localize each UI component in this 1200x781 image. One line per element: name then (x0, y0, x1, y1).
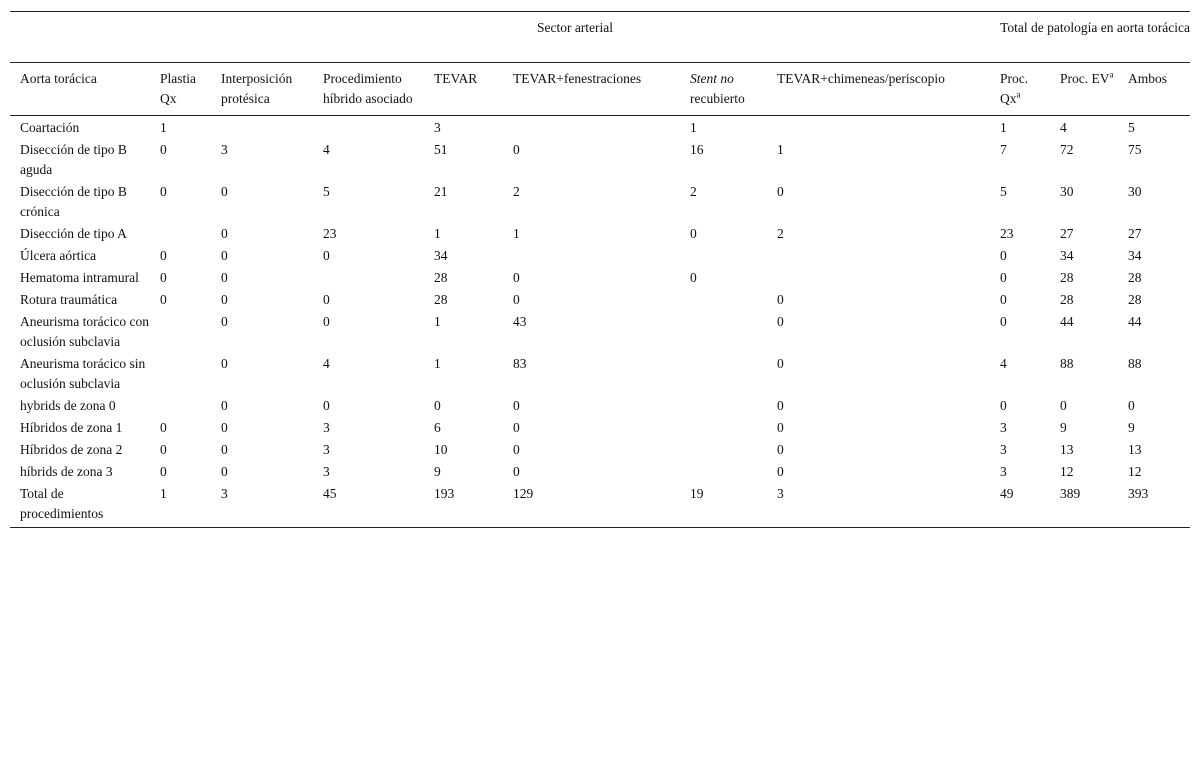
table-cell: 49 (990, 482, 1050, 528)
table-cell: 1 (434, 356, 441, 371)
table-row (10, 310, 1190, 352)
table-cell: 0 (434, 398, 441, 413)
table-cell: 0 (513, 464, 520, 479)
table-cell: 1 (434, 226, 441, 241)
table-cell: 2 (777, 226, 784, 241)
table-cell: 0 (777, 184, 784, 199)
table-row (10, 352, 1190, 394)
table-cell: 0 (221, 292, 228, 307)
table-row (10, 438, 1190, 460)
table-row (10, 416, 1190, 438)
table-cell: 45 (313, 482, 424, 528)
table-cell (211, 116, 313, 139)
table-cell: 0 (777, 314, 784, 329)
table-cell (680, 416, 767, 438)
col-header-hibrido: Procedimiento híbrido asociado (313, 63, 424, 116)
table-cell: 28 (1060, 292, 1074, 307)
table-cell: 129 (503, 482, 680, 528)
row-label-cell: Rotura traumática (20, 292, 118, 307)
table-cell: 30 (1128, 184, 1142, 199)
table-cell: 27 (1060, 226, 1074, 241)
table-cell: 0 (1060, 398, 1067, 413)
table-row (10, 288, 1190, 310)
table-cell: 88 (1060, 356, 1074, 371)
table-cell (150, 310, 211, 352)
table-cell: 5 (1000, 184, 1007, 199)
table-cell: 4 (323, 356, 330, 371)
table-cell (313, 266, 424, 288)
table-cell: 28 (1128, 270, 1142, 285)
table-cell: 3 (323, 442, 330, 457)
procedures-table (10, 11, 1190, 528)
table-row (10, 222, 1190, 244)
table-cell: 0 (1000, 248, 1007, 263)
table-cell: 389 (1050, 482, 1118, 528)
table-cell: 0 (777, 442, 784, 457)
table-cell (313, 116, 424, 139)
table-cell: 0 (1000, 270, 1007, 285)
table-cell: 0 (777, 420, 784, 435)
table-cell: 0 (513, 270, 520, 285)
col-header-stent-italic: Stent no (690, 71, 734, 86)
row-label-cell: hybrids de zona 0 (20, 398, 116, 413)
table-cell: 13 (1060, 442, 1074, 457)
table-cell (680, 352, 767, 394)
table-cell: 1 (1000, 120, 1007, 135)
col-header-stent-rest: recubierto (690, 91, 745, 106)
table-cell: 0 (221, 270, 228, 285)
table-cell: 4 (323, 142, 330, 157)
table-cell: 23 (323, 226, 337, 241)
table-cell (767, 116, 990, 139)
table-cell: 0 (513, 442, 520, 457)
table-cell: 28 (1128, 292, 1142, 307)
table-cell: 0 (221, 420, 228, 435)
table-cell (503, 116, 680, 139)
table-cell: 28 (1060, 270, 1074, 285)
table-cell: 0 (221, 314, 228, 329)
row-label-cell: Hematoma intramural (20, 270, 139, 285)
table-cell: 9 (434, 464, 441, 479)
table-row (10, 460, 1190, 482)
col-header-interposicion: Interposición protésica (211, 63, 313, 116)
table-cell: 0 (323, 314, 330, 329)
col-header-stent (680, 63, 767, 116)
table-cell: 13 (1128, 442, 1142, 457)
table-row (10, 244, 1190, 266)
table-cell: 1 (690, 120, 697, 135)
table-cell: 0 (777, 292, 784, 307)
table-cell: 3 (221, 142, 228, 157)
row-label-cell: híbrids de zona 3 (20, 464, 113, 479)
table-cell: 0 (323, 292, 330, 307)
table-cell: 34 (1128, 248, 1142, 263)
table-cell: 30 (1060, 184, 1074, 199)
table-cell: 2 (690, 184, 697, 199)
table-cell: 7 (1000, 142, 1007, 157)
table-cell: 9 (1060, 420, 1067, 435)
table-row (10, 482, 1190, 528)
row-label-cell: Coartación (20, 120, 80, 135)
table-cell: 27 (1128, 226, 1142, 241)
table-cell (680, 394, 767, 416)
col-header-ambos: Ambos (1118, 63, 1190, 116)
table-cell: 0 (221, 442, 228, 457)
table-cell: 0 (221, 248, 228, 263)
row-label-cell: Úlcera aórtica (20, 248, 97, 263)
group-header-sector: Sector arterial (150, 12, 990, 63)
row-label-cell: Disección de tipo B aguda (20, 142, 127, 177)
table-cell: 4 (1060, 120, 1067, 135)
table-cell (767, 244, 990, 266)
table-cell (150, 394, 211, 416)
table-cell: 5 (1128, 120, 1135, 135)
table-cell: 1 (150, 482, 211, 528)
table-cell: 5 (323, 184, 330, 199)
table-cell: 16 (690, 142, 704, 157)
row-label-cell: Aneurisma torácico con oclusión subclavia (20, 314, 149, 349)
table-cell (680, 310, 767, 352)
table-cell: 3 (323, 420, 330, 435)
table-cell: 4 (1000, 356, 1007, 371)
table-row (10, 116, 1190, 139)
table-row (10, 180, 1190, 222)
table-cell: 0 (690, 270, 697, 285)
table-row (10, 394, 1190, 416)
table-cell: 0 (221, 398, 228, 413)
table-cell: 0 (1000, 292, 1007, 307)
table-cell: 9 (1128, 420, 1135, 435)
table-cell: 0 (323, 398, 330, 413)
table-cell: 0 (1000, 398, 1007, 413)
col-header-proc-qx: Proc. Qx$^a$ (990, 63, 1050, 116)
table-cell: 0 (513, 420, 520, 435)
table-cell: 12 (1060, 464, 1074, 479)
table-cell: 3 (767, 482, 990, 528)
table-cell: 0 (323, 248, 330, 263)
table-cell: 0 (160, 464, 167, 479)
table-cell: 6 (434, 420, 441, 435)
table-cell: 0 (160, 142, 167, 157)
table-cell: 193 (424, 482, 503, 528)
table-cell: 393 (1118, 482, 1190, 528)
group-header-empty (10, 12, 150, 63)
table-cell: 0 (777, 356, 784, 371)
table-cell: 10 (434, 442, 448, 457)
table-cell: 72 (1060, 142, 1074, 157)
table-cell: 0 (221, 184, 228, 199)
table-cell: 1 (513, 226, 520, 241)
table-cell: 1 (777, 142, 784, 157)
table-cell: 0 (513, 398, 520, 413)
table-cell: 0 (160, 292, 167, 307)
table-body (10, 116, 1190, 528)
table-cell: 2 (513, 184, 520, 199)
table-cell (767, 266, 990, 288)
table-cell: 0 (160, 184, 167, 199)
table-row (10, 266, 1190, 288)
col-header-chimeneas: TEVAR+chimeneas/periscopio (767, 63, 990, 116)
table-cell: 51 (434, 142, 448, 157)
table-cell: 0 (221, 464, 228, 479)
row-label-cell: Total de procedimientos (10, 482, 150, 528)
footnote-marker: a (1016, 89, 1021, 100)
table-cell (680, 244, 767, 266)
table-cell: 21 (434, 184, 448, 199)
table-cell: 88 (1128, 356, 1142, 371)
table-cell: 0 (160, 442, 167, 457)
table-cell: 1 (434, 314, 441, 329)
table-cell: 3 (323, 464, 330, 479)
table-cell: 34 (434, 248, 448, 263)
table-cell: 3 (434, 120, 441, 135)
table-cell: 0 (777, 464, 784, 479)
col-header-tevar: TEVAR (424, 63, 503, 116)
row-label-cell: Disección de tipo A (20, 226, 127, 241)
group-header-row (10, 12, 1190, 63)
table-cell: 0 (777, 398, 784, 413)
table-cell: 0 (160, 248, 167, 263)
col-header-proc-ev: Proc. $EV^a$ (1050, 63, 1118, 116)
table-row (10, 138, 1190, 180)
table-cell (150, 222, 211, 244)
table-cell: 1 (160, 120, 167, 135)
table-cell: 0 (160, 270, 167, 285)
table-cell (150, 352, 211, 394)
table-cell (680, 438, 767, 460)
column-header-row (10, 63, 1190, 116)
table-cell: 75 (1128, 142, 1142, 157)
table-cell: 44 (1060, 314, 1074, 329)
table-cell: 34 (1060, 248, 1074, 263)
table-cell: 0 (513, 292, 520, 307)
col-header-plastia: Plastia Qx (150, 63, 211, 116)
footnote-marker: a (1109, 69, 1114, 80)
table-cell: 44 (1128, 314, 1142, 329)
table-cell: 19 (680, 482, 767, 528)
table-cell (680, 288, 767, 310)
row-label-cell: Híbridos de zona 1 (20, 420, 123, 435)
table-cell: 3 (1000, 442, 1007, 457)
table-cell: 0 (690, 226, 697, 241)
row-label-cell: Híbridos de zona 2 (20, 442, 123, 457)
row-label-cell: Disección de tipo B crónica (20, 184, 127, 219)
table-cell: 3 (211, 482, 313, 528)
table-cell: 0 (221, 356, 228, 371)
table-cell: 28 (434, 270, 448, 285)
table-cell: 3 (1000, 464, 1007, 479)
table-cell: 43 (513, 314, 527, 329)
table-cell: 0 (1000, 314, 1007, 329)
table-cell: 3 (1000, 420, 1007, 435)
table-cell: 0 (513, 142, 520, 157)
table-cell: 0 (1128, 398, 1135, 413)
table-cell: 23 (1000, 226, 1014, 241)
col-header-aorta: Aorta torácica (10, 63, 150, 116)
table-cell: 12 (1128, 464, 1142, 479)
table-cell: 28 (434, 292, 448, 307)
col-header-fenestraciones: TEVAR+fenestraciones (503, 63, 680, 116)
table-cell (680, 460, 767, 482)
group-header-total: Total de patología en aorta torácica (990, 12, 1190, 63)
row-label-cell: Aneurisma torácico sin oclusión subclavia (20, 356, 146, 391)
table-cell (503, 244, 680, 266)
table-cell: 0 (221, 226, 228, 241)
table-cell: 0 (160, 420, 167, 435)
table-cell: 83 (513, 356, 527, 371)
